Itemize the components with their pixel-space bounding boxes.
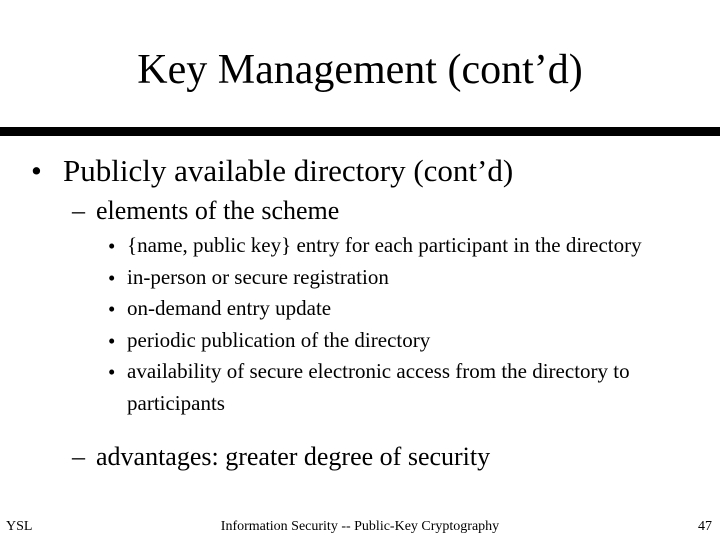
list-item-text: in-person or secure registration (127, 264, 389, 289)
bullet-marker: • (108, 328, 116, 353)
bullet-marker: • (108, 234, 116, 258)
list-item-text: periodic publication of the directory (127, 327, 431, 352)
bullet-text: Publicly available directory (cont’d) (63, 153, 514, 188)
bullet-marker: • (31, 153, 42, 188)
scheme-elements-list (108, 230, 698, 419)
list-item-text: on-demand entry update (127, 296, 332, 320)
bullet-text: elements of the scheme (96, 196, 340, 225)
bullet-level2-scheme (72, 194, 339, 228)
list-item (108, 293, 698, 325)
list-item (108, 356, 698, 419)
list-item (108, 325, 698, 357)
list-item (108, 262, 698, 294)
dash-marker: – (72, 196, 85, 225)
footer-author: YSL (6, 519, 33, 534)
bullet-text: advantages: greater degree of security (96, 442, 491, 471)
list-item (108, 230, 698, 262)
bullet-level1 (31, 152, 513, 190)
footer-course-title: Information Security -- Public-Key Cryptography (220, 519, 500, 534)
dash-marker: – (72, 442, 85, 471)
bullet-level2-advantages (72, 440, 490, 474)
title-divider (0, 127, 720, 136)
bullet-marker: • (108, 360, 116, 384)
list-item-text: availability of secure electronic access from the directory to participants (127, 359, 630, 415)
list-item-text: {name, public key} entry for each participant in the directory (127, 233, 642, 257)
bullet-marker: • (108, 297, 116, 321)
slide-title: Key Management (cont’d) (137, 47, 583, 93)
bullet-marker: • (108, 265, 116, 290)
page-number: 47 (698, 519, 712, 534)
